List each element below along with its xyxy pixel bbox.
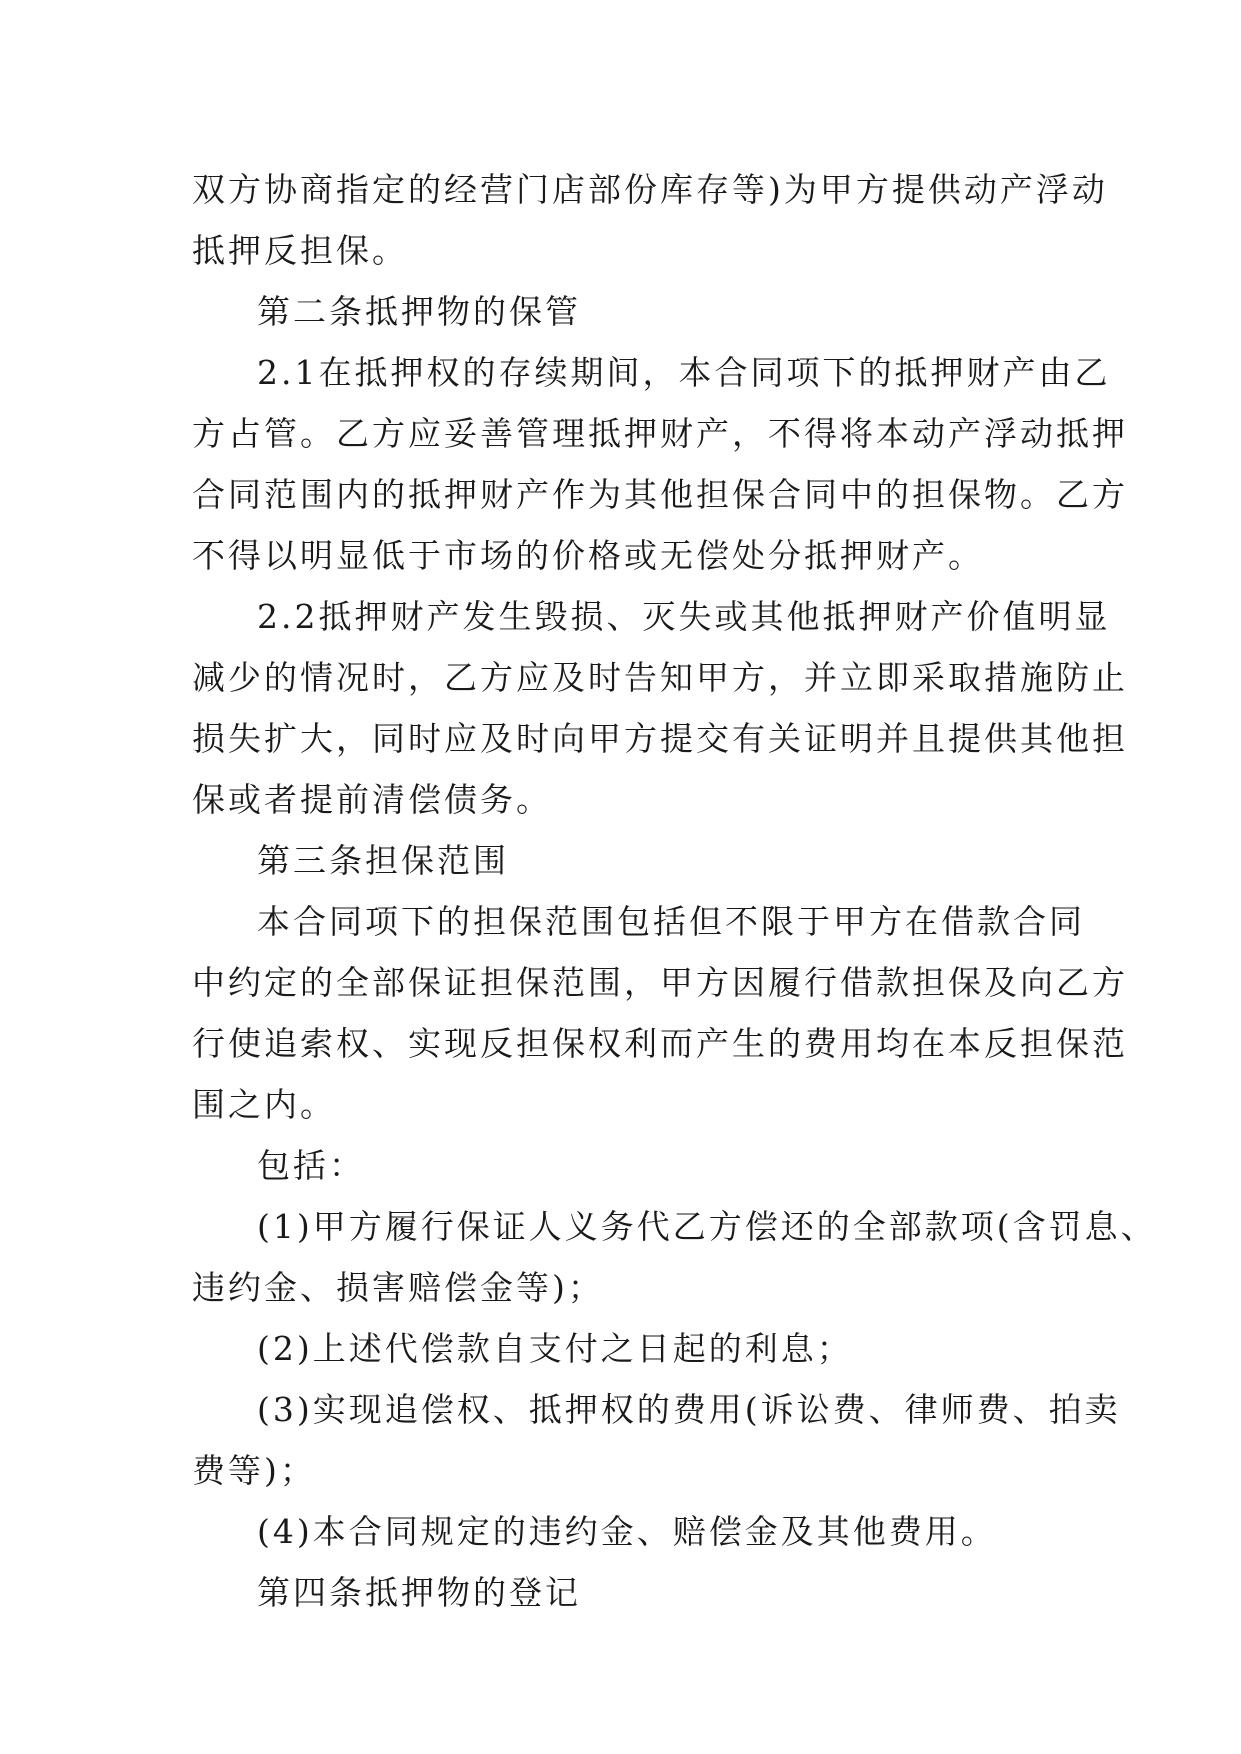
list-item: (2)上述代偿款自支付之日起的利息； [257, 1329, 853, 1368]
document-body [192, 159, 1157, 1623]
text-line: 损失扩大，同时应及时向甲方提交有关证明并且提供其他担 [192, 719, 1128, 758]
text-line: 不得以明显低于市场的价格或无偿处分抵押财产。 [192, 536, 984, 575]
text-line: 方占管。乙方应妥善管理抵押财产，不得将本动产浮动抵押 [192, 414, 1128, 453]
text-line: 2.1在抵押权的存续期间，本合同项下的抵押财产由乙 [257, 353, 1111, 392]
section-heading: 第四条抵押物的登记 [257, 1573, 581, 1612]
text-line: 行使追索权、实现反担保权利而产生的费用均在本反担保范 [192, 1024, 1128, 1063]
text-line: 包括： [257, 1146, 365, 1185]
text-line: 费等)； [192, 1451, 316, 1490]
text-line: 抵押反担保。 [192, 231, 408, 270]
list-item: (4)本合同规定的违约金、赔偿金及其他费用。 [257, 1512, 997, 1551]
list-item: (3)实现追偿权、抵押权的费用(诉讼费、律师费、拍卖 [257, 1390, 1121, 1429]
section-heading: 第三条担保范围 [257, 841, 509, 880]
list-item: (1)甲方履行保证人义务代乙方偿还的全部款项(含罚息、 [257, 1207, 1157, 1246]
text-line: 减少的情况时，乙方应及时告知甲方，并立即采取措施防止 [192, 658, 1128, 697]
text-line: 本合同项下的担保范围包括但不限于甲方在借款合同 [257, 902, 1085, 941]
text-line: 保或者提前清偿债务。 [192, 780, 552, 819]
text-line: 双方协商指定的经营门店部份库存等)为甲方提供动产浮动 [192, 170, 1108, 209]
text-line: 中约定的全部保证担保范围，甲方因履行借款担保及向乙方 [192, 963, 1128, 1002]
text-line: 围之内。 [192, 1085, 336, 1124]
section-heading: 第二条抵押物的保管 [257, 292, 581, 331]
text-line: 合同范围内的抵押财产作为其他担保合同中的担保物。乙方 [192, 475, 1128, 514]
text-line: 违约金、损害赔偿金等)； [192, 1268, 604, 1307]
text-line: 2.2抵押财产发生毁损、灭失或其他抵押财产价值明显 [257, 597, 1111, 636]
